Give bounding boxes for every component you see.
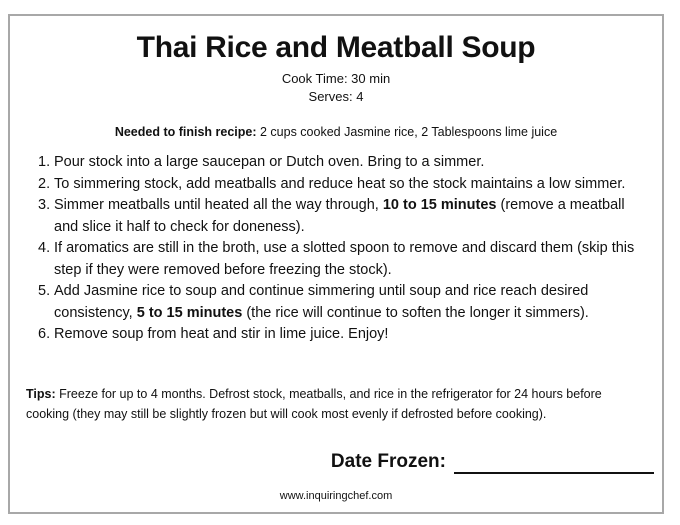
step-number: 1.	[38, 154, 51, 170]
step-item	[38, 195, 638, 238]
step-text: If aromatics are still in the broth, use a slotted spoon to remove and discard them (skip this step if they were removed before freezing the stock).	[54, 240, 635, 278]
step-time-bold: 5 to 15 minutes	[136, 304, 243, 321]
footer-url: www.inquiringchef.com	[279, 490, 393, 502]
cook-time: Cook Time: 30 min	[281, 71, 391, 86]
date-frozen	[331, 450, 654, 474]
needed-to-finish	[10, 124, 662, 140]
instruction-steps	[38, 152, 638, 346]
step-number: 2.	[38, 175, 51, 192]
step-item	[38, 174, 638, 196]
recipe-card	[8, 14, 664, 514]
recipe-title: Thai Rice and Meatball Soup	[136, 31, 536, 64]
step-text-after: (remove a meatball and slice it half to check for doneness).	[54, 197, 625, 235]
step-item	[38, 281, 638, 324]
step-text-before: Simmer meatballs until heated all the way through,	[54, 197, 383, 213]
step-time-bold: 10 to 15 minutes	[382, 197, 497, 213]
tips	[26, 384, 646, 424]
serves: Serves: 4	[308, 89, 364, 104]
tips-text: Freeze for up to 4 months. Defrost stock, meatballs, and rice in the refrigerator for 24 hours before cooking (they may still be slightly frozen but will cook most evenly if defrosted before cooking).	[26, 387, 602, 421]
step-number: 5.	[38, 283, 51, 299]
step-number: 3.	[38, 197, 51, 213]
step-item	[38, 152, 638, 174]
step-item	[38, 238, 638, 281]
date-frozen-label: Date Frozen:	[330, 451, 446, 472]
step-item	[38, 324, 638, 346]
step-text-after: (the rice will continue to soften the longer it simmers).	[242, 304, 589, 321]
step-number: 4.	[38, 240, 51, 256]
date-frozen-line	[454, 454, 654, 474]
step-text: To simmering stock, add meatballs and reduce heat so the stock maintains a low simmer.	[54, 175, 626, 192]
step-text: Pour stock into a large saucepan or Dutch oven. Bring to a simmer.	[54, 154, 485, 170]
needed-text: 2 cups cooked Jasmine rice, 2 Tablespoons lime juice	[256, 125, 558, 139]
step-number: 6.	[38, 326, 51, 342]
step-text: Remove soup from heat and stir in lime juice. Enjoy!	[54, 326, 389, 342]
step-text-before: Add Jasmine rice to soup and continue simmering until soup and rice reach desired consistency,	[54, 283, 589, 321]
needed-label: Needed to finish recipe:	[114, 125, 257, 139]
tips-label: Tips:	[26, 387, 56, 401]
